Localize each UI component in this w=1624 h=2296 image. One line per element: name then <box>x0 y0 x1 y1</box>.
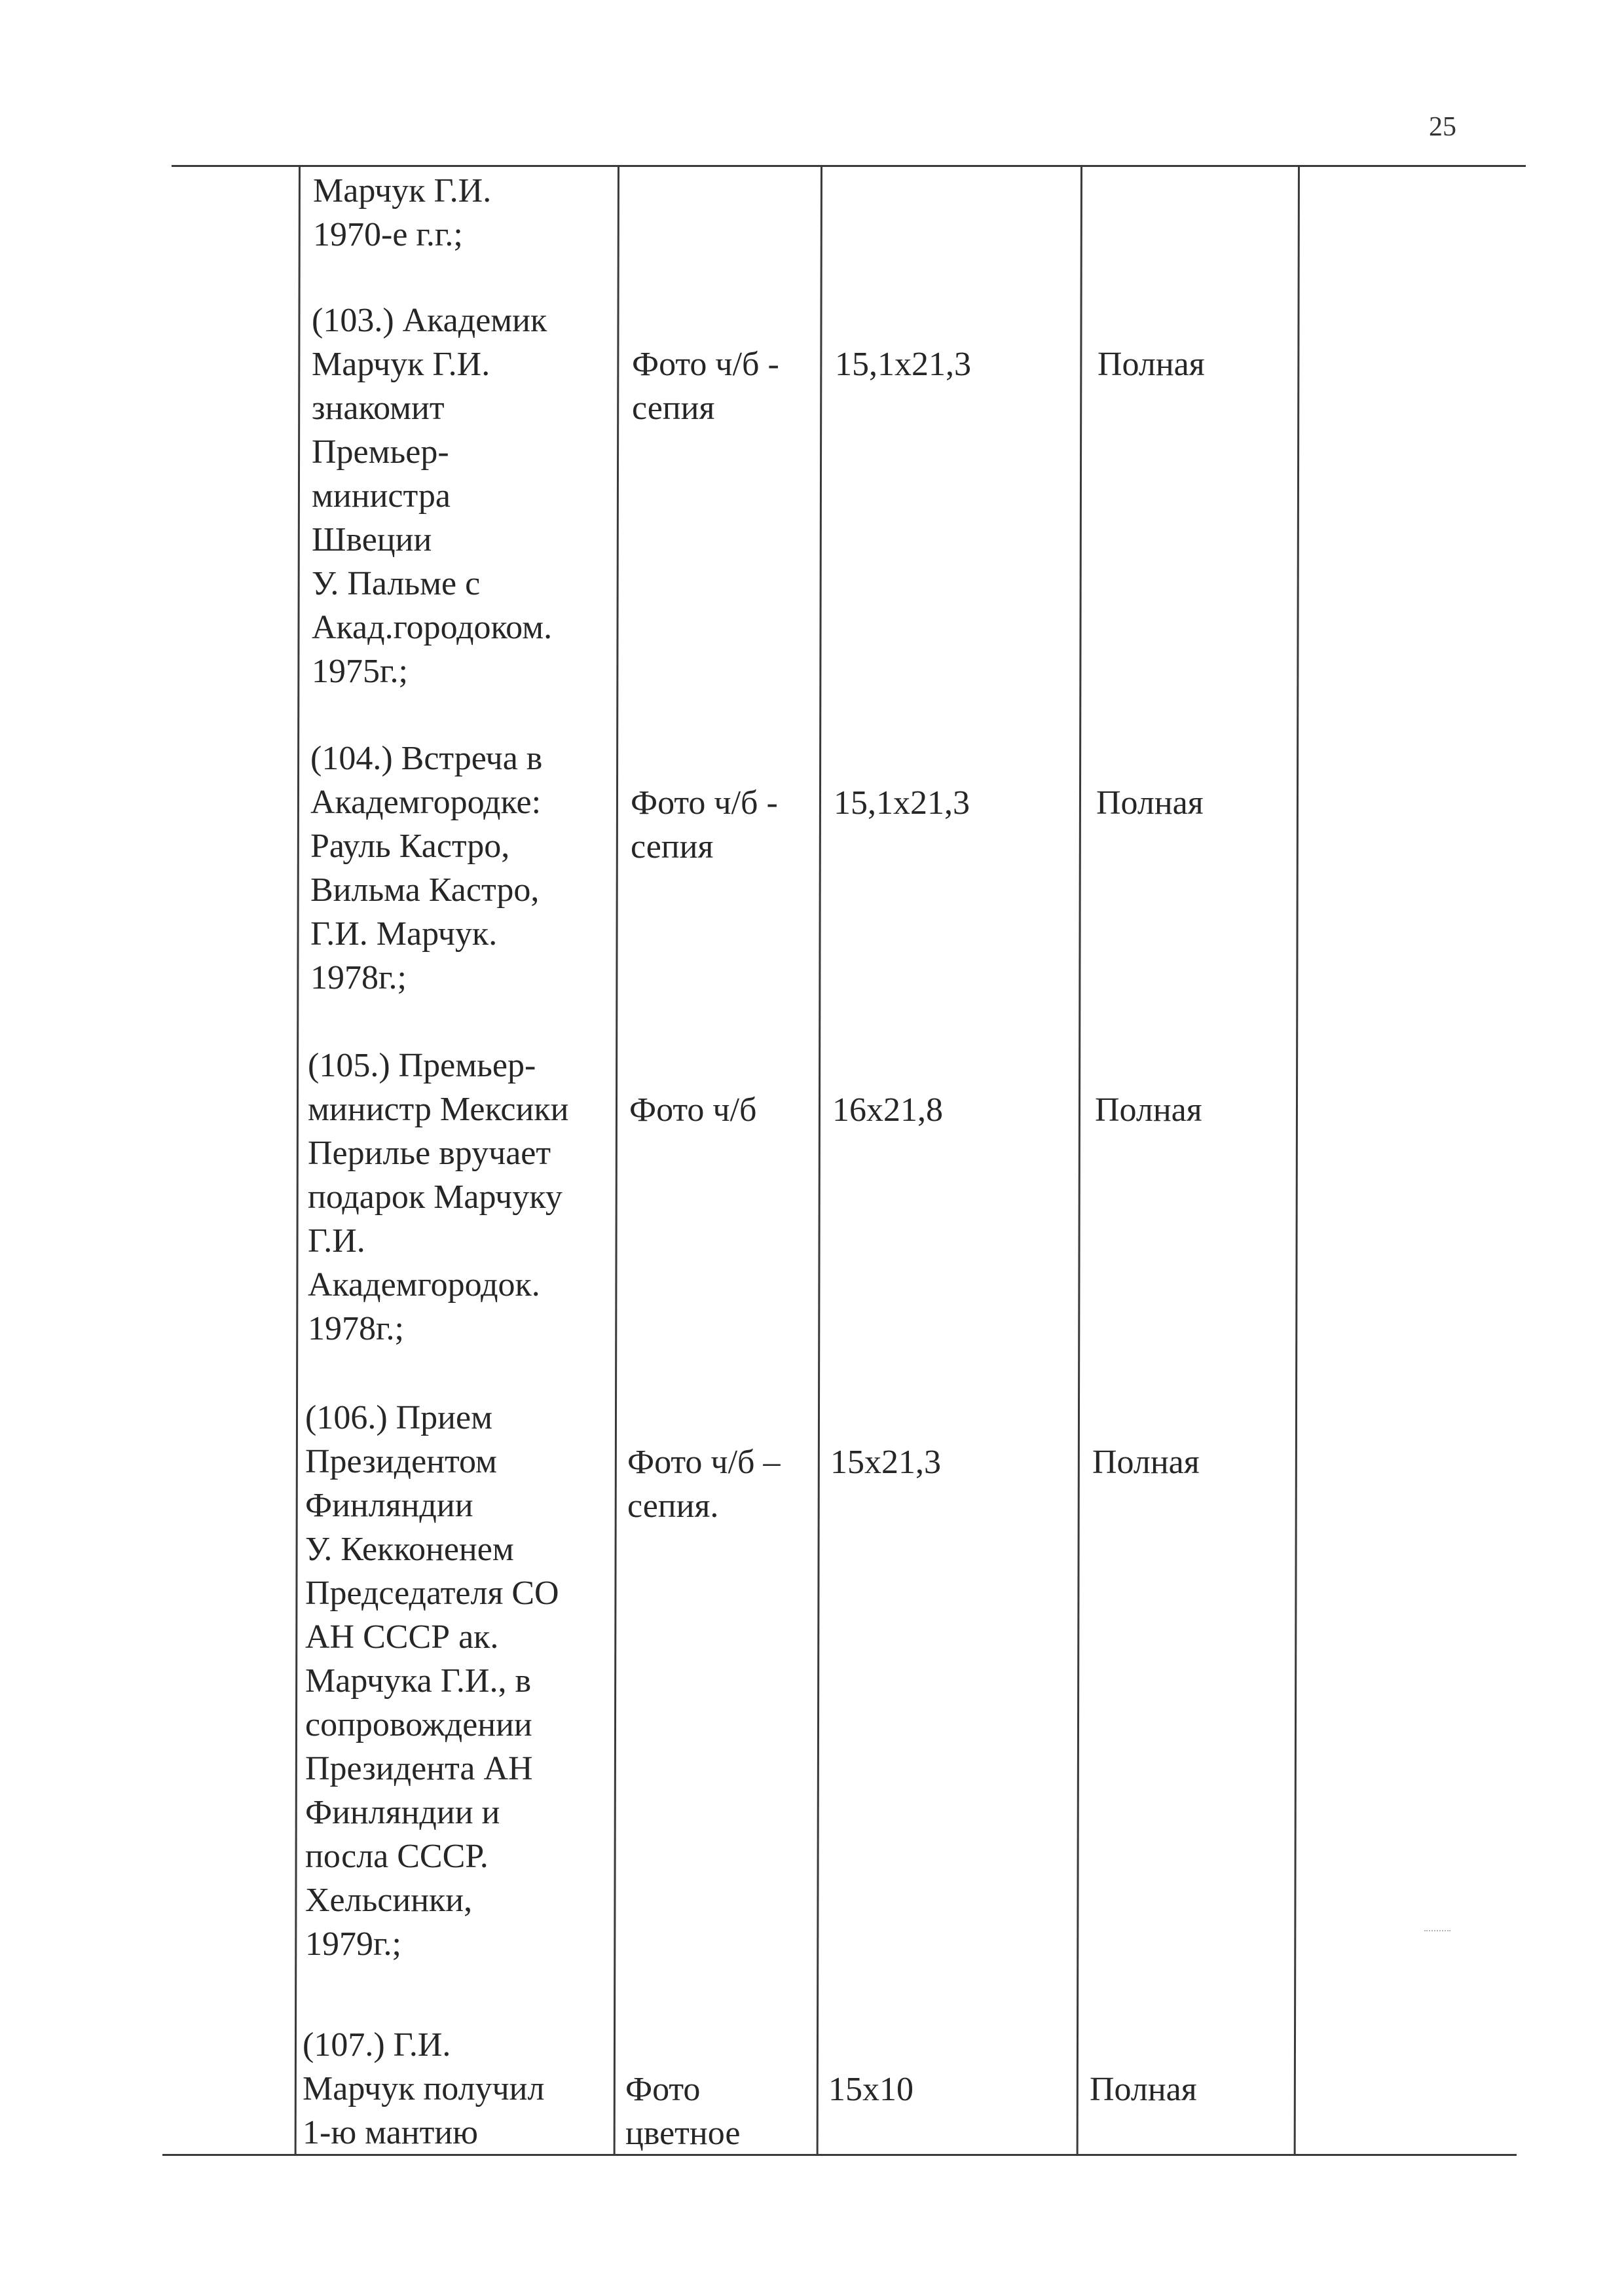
row-description: (106.) Прием Президентом Финляндии У. Кекконенем Председателя СО АН СССР ак. Марчука Г.И., в сопровождении Президента АН Финляндии и посла СССР. Хельсинки, 1979г.; <box>305 1399 559 1963</box>
column-divider-5 <box>1294 166 1300 2155</box>
row-description: (107.) Г.И. Марчук получил 1-ю мантию <box>303 2026 545 2151</box>
page-number: 25 <box>1429 112 1456 142</box>
row-size: 15,1х21,3 <box>835 346 971 383</box>
row-description: Марчук Г.И. 1970-е г.г.; <box>313 172 492 253</box>
row-size: 15,1х21,3 <box>834 784 970 822</box>
row-completeness: Полная <box>1098 346 1205 383</box>
row-completeness: Полная <box>1092 1444 1200 1481</box>
column-divider-1 <box>295 166 301 2155</box>
row-size: 15х10 <box>828 2071 913 2108</box>
table-top-border <box>172 165 1526 167</box>
column-divider-4 <box>1077 166 1082 2155</box>
row-material-type: Фото цветное <box>625 2071 741 2152</box>
row-material-type: Фото ч/б - сепия <box>631 784 778 866</box>
row-size: 16х21,8 <box>832 1091 943 1129</box>
row-completeness: Полная <box>1096 784 1204 822</box>
row-description: (104.) Встреча в Академгородке: Рауль Кастро, Вильма Кастро, Г.И. Марчук. 1978г.; <box>310 740 543 996</box>
row-completeness: Полная <box>1090 2071 1197 2108</box>
row-material-type: Фото ч/б <box>629 1091 757 1129</box>
column-divider-3 <box>817 166 822 2155</box>
row-material-type: Фото ч/б - сепия <box>632 346 779 427</box>
row-completeness: Полная <box>1095 1091 1202 1129</box>
row-size: 15х21,3 <box>830 1444 941 1481</box>
row-description: (103.) Академик Марчук Г.И. знакомит Премьер- министра Швеции У. Пальме с Акад.городоком. 1975г.; <box>312 302 553 690</box>
row-material-type: Фото ч/б – сепия. <box>627 1444 781 1525</box>
scan-artifact <box>1424 1930 1450 1934</box>
column-divider-2 <box>614 166 619 2155</box>
row-description: (105.) Премьер- министр Мексики Перилье вручает подарок Марчуку Г.И. Академгородок. 1978г.; <box>308 1047 569 1347</box>
